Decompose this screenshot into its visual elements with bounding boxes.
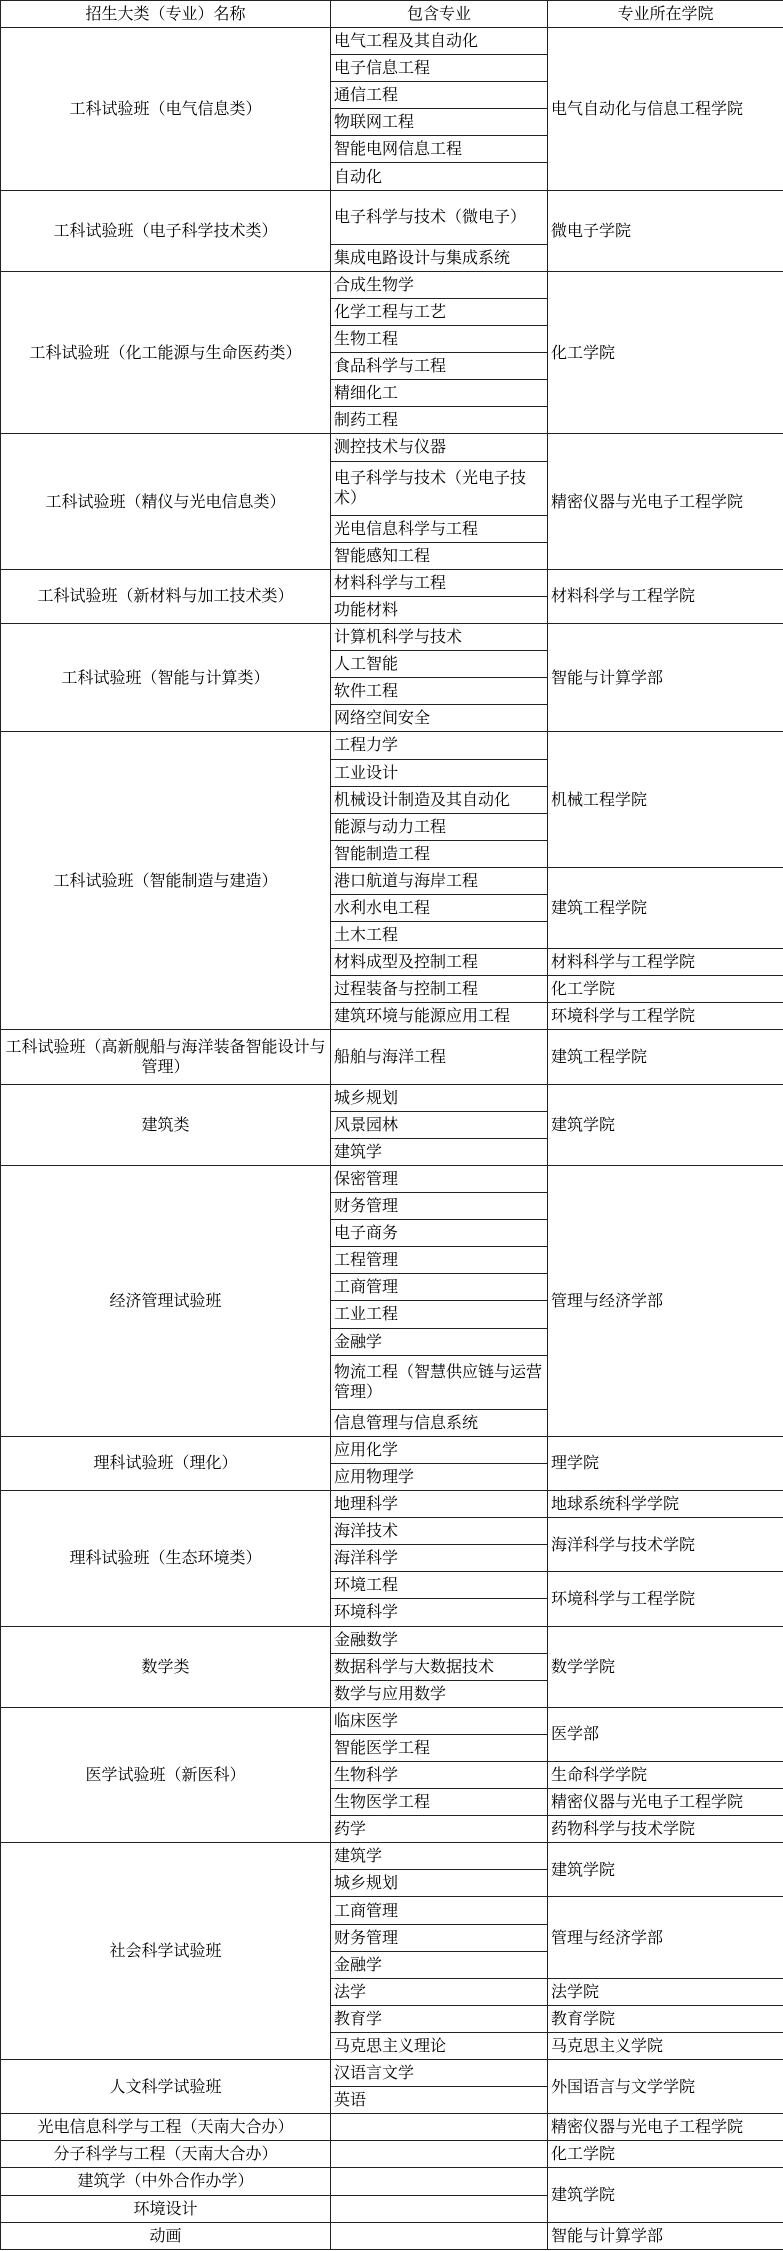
school-cell: 机械工程学院: [548, 732, 783, 867]
category-cell: 工科试验班（智能与计算类）: [1, 624, 331, 732]
category-cell: 工科试验班（精仪与光电信息类）: [1, 434, 331, 569]
category-cell: 分子科学与工程（天南大合办）: [1, 2141, 331, 2168]
school-cell: 建筑学院: [548, 1084, 783, 1165]
school-cell: 智能与计算学部: [548, 2222, 783, 2249]
major-cell: 物联网工程: [331, 109, 548, 136]
major-cell: 功能材料: [331, 596, 548, 623]
category-cell: 环境设计: [1, 2195, 331, 2222]
table-row: [1, 2141, 783, 2168]
school-cell: 地球系统科学学院: [548, 1491, 783, 1518]
table-row: [1, 1843, 783, 1870]
table-row: [1, 2222, 783, 2249]
header-school: 专业所在学院: [548, 1, 783, 28]
school-cell: 数学学院: [548, 1626, 783, 1707]
major-cell: 工业工程: [331, 1301, 548, 1328]
major-cell: 城乡规划: [331, 1870, 548, 1897]
major-cell: 材料科学与工程: [331, 569, 548, 596]
major-cell: 财务管理: [331, 1924, 548, 1951]
school-cell: 建筑学院: [548, 2168, 783, 2222]
school-cell: 化工学院: [548, 2141, 783, 2168]
category-cell: 工科试验班（智能制造与建造）: [1, 732, 331, 1030]
header-category: 招生大类（专业）名称: [1, 1, 331, 28]
major-cell: 通信工程: [331, 82, 548, 109]
school-cell: 化工学院: [548, 271, 783, 434]
school-cell: 法学院: [548, 1978, 783, 2005]
category-cell: 建筑类: [1, 1084, 331, 1165]
major-cell: 港口航道与海岸工程: [331, 867, 548, 894]
school-cell: 外国语言与文学学院: [548, 2060, 783, 2114]
major-cell: 风景园林: [331, 1111, 548, 1138]
school-cell: 海洋科学与技术学院: [548, 1518, 783, 1572]
school-cell: 药物科学与技术学院: [548, 1816, 783, 1843]
major-cell: 工商管理: [331, 1897, 548, 1924]
major-cell: 计算机科学与技术: [331, 624, 548, 651]
school-cell: 环境科学与工程学院: [548, 1572, 783, 1626]
category-cell: 工科试验班（电气信息类）: [1, 28, 331, 191]
major-cell: 自动化: [331, 163, 548, 190]
major-cell: 船舶与海洋工程: [331, 1030, 548, 1084]
major-cell: 网络空间安全: [331, 705, 548, 732]
major-cell: 应用化学: [331, 1436, 548, 1463]
major-cell: [331, 2114, 548, 2141]
table-row: [1, 732, 783, 759]
major-cell: 建筑环境与能源应用工程: [331, 1003, 548, 1030]
major-cell: 保密管理: [331, 1165, 548, 1192]
category-cell: 数学类: [1, 1626, 331, 1707]
school-cell: 建筑学院: [548, 1843, 783, 1897]
major-cell: 海洋技术: [331, 1518, 548, 1545]
major-cell: 电子科学与技术（微电子）: [331, 190, 548, 244]
major-cell: 智能电网信息工程: [331, 136, 548, 163]
major-cell: 软件工程: [331, 678, 548, 705]
school-cell: 建筑工程学院: [548, 1030, 783, 1084]
major-cell: 建筑学: [331, 1843, 548, 1870]
table-row: [1, 190, 783, 244]
school-cell: 管理与经济学部: [548, 1165, 783, 1436]
major-cell: 机械设计制造及其自动化: [331, 786, 548, 813]
major-cell: 金融数学: [331, 1626, 548, 1653]
school-cell: 智能与计算学部: [548, 624, 783, 732]
category-cell: 理科试验班（生态环境类）: [1, 1491, 331, 1626]
table-row: [1, 1626, 783, 1653]
major-cell: 智能制造工程: [331, 840, 548, 867]
major-cell: 工程管理: [331, 1247, 548, 1274]
category-cell: 工科试验班（化工能源与生命医药类）: [1, 271, 331, 434]
major-cell: 法学: [331, 1978, 548, 2005]
major-cell: 智能医学工程: [331, 1734, 548, 1761]
category-cell: 动画: [1, 2222, 331, 2249]
category-cell: 经济管理试验班: [1, 1165, 331, 1436]
major-cell: 人工智能: [331, 651, 548, 678]
major-cell: 智能感知工程: [331, 542, 548, 569]
major-cell: 环境工程: [331, 1572, 548, 1599]
school-cell: 材料科学与工程学院: [548, 569, 783, 623]
major-cell: 数据科学与大数据技术: [331, 1653, 548, 1680]
table-row: [1, 2060, 783, 2087]
table-row: [1, 624, 783, 651]
school-cell: 管理与经济学部: [548, 1897, 783, 1978]
category-cell: 工科试验班（新材料与加工技术类）: [1, 569, 331, 623]
major-cell: 制药工程: [331, 407, 548, 434]
table-row: [1, 434, 783, 461]
table-row: [1, 2114, 783, 2141]
major-cell: 地理科学: [331, 1491, 548, 1518]
table-row: [1, 1707, 783, 1734]
school-cell: 环境科学与工程学院: [548, 1003, 783, 1030]
school-cell: 化工学院: [548, 976, 783, 1003]
table-row: [1, 1030, 783, 1084]
major-cell: 建筑学: [331, 1138, 548, 1165]
major-cell: 汉语言文学: [331, 2060, 548, 2087]
major-cell: 应用物理学: [331, 1463, 548, 1490]
major-cell: 水利水电工程: [331, 895, 548, 922]
major-cell: [331, 2195, 548, 2222]
major-cell: 英语: [331, 2087, 548, 2114]
category-cell: 理科试验班（理化）: [1, 1436, 331, 1490]
school-cell: 材料科学与工程学院: [548, 949, 783, 976]
school-cell: 微电子学院: [548, 190, 783, 271]
category-cell: 工科试验班（高新舰船与海洋装备智能设计与管理）: [1, 1030, 331, 1084]
major-cell: 工业设计: [331, 759, 548, 786]
category-cell: 光电信息科学与工程（天南大合办）: [1, 2114, 331, 2141]
major-cell: 马克思主义理论: [331, 2032, 548, 2059]
school-cell: 生命科学学院: [548, 1762, 783, 1789]
major-cell: 电子商务: [331, 1220, 548, 1247]
school-cell: 理学院: [548, 1436, 783, 1490]
major-cell: 药学: [331, 1816, 548, 1843]
major-cell: 教育学: [331, 2005, 548, 2032]
major-cell: 金融学: [331, 1328, 548, 1355]
major-cell: 电子科学与技术（光电子技术）: [331, 461, 548, 515]
school-cell: 精密仪器与光电子工程学院: [548, 2114, 783, 2141]
major-cell: 城乡规划: [331, 1084, 548, 1111]
table-row: [1, 569, 783, 596]
category-cell: 建筑学（中外合作办学）: [1, 2168, 331, 2195]
major-cell: 电子信息工程: [331, 55, 548, 82]
major-cell: 海洋科学: [331, 1545, 548, 1572]
header-row: [1, 1, 783, 28]
major-cell: 能源与动力工程: [331, 813, 548, 840]
major-cell: 过程装备与控制工程: [331, 976, 548, 1003]
major-cell: 测控技术与仪器: [331, 434, 548, 461]
major-cell: 生物医学工程: [331, 1789, 548, 1816]
major-cell: 电气工程及其自动化: [331, 28, 548, 55]
school-cell: 精密仪器与光电子工程学院: [548, 1789, 783, 1816]
category-cell: 人文科学试验班: [1, 2060, 331, 2114]
major-cell: 合成生物学: [331, 271, 548, 298]
major-cell: 生物科学: [331, 1762, 548, 1789]
major-cell: 财务管理: [331, 1193, 548, 1220]
header-majors: 包含专业: [331, 1, 548, 28]
major-cell: 环境科学: [331, 1599, 548, 1626]
major-cell: [331, 2168, 548, 2195]
table-body: [1, 28, 783, 2250]
school-cell: 马克思主义学院: [548, 2032, 783, 2059]
major-cell: 金融学: [331, 1951, 548, 1978]
school-cell: 医学部: [548, 1707, 783, 1761]
major-cell: 数学与应用数学: [331, 1680, 548, 1707]
school-cell: 教育学院: [548, 2005, 783, 2032]
major-cell: 信息管理与信息系统: [331, 1409, 548, 1436]
major-cell: 精细化工: [331, 380, 548, 407]
major-cell: 工商管理: [331, 1274, 548, 1301]
category-cell: 医学试验班（新医科）: [1, 1707, 331, 1842]
table-row: [1, 1491, 783, 1518]
table-row: [1, 1165, 783, 1192]
table-row: [1, 1436, 783, 1463]
school-cell: 建筑工程学院: [548, 867, 783, 948]
major-cell: 临床医学: [331, 1707, 548, 1734]
major-cell: 化学工程与工艺: [331, 298, 548, 325]
table-row: [1, 271, 783, 298]
category-cell: 工科试验班（电子科学技术类）: [1, 190, 331, 271]
major-cell: 材料成型及控制工程: [331, 949, 548, 976]
major-cell: 集成电路设计与集成系统: [331, 244, 548, 271]
major-cell: 生物工程: [331, 326, 548, 353]
school-cell: 电气自动化与信息工程学院: [548, 28, 783, 191]
major-cell: 土木工程: [331, 922, 548, 949]
table-row: [1, 28, 783, 55]
category-cell: 社会科学试验班: [1, 1843, 331, 2060]
major-cell: 物流工程（智慧供应链与运营管理）: [331, 1355, 548, 1409]
major-cell: 光电信息科学与工程: [331, 515, 548, 542]
school-cell: 精密仪器与光电子工程学院: [548, 434, 783, 569]
major-cell: [331, 2141, 548, 2168]
major-cell: 工程力学: [331, 732, 548, 759]
major-cell: 食品科学与工程: [331, 353, 548, 380]
major-cell: [331, 2222, 548, 2249]
table-row: [1, 2168, 783, 2195]
table-row: [1, 1084, 783, 1111]
